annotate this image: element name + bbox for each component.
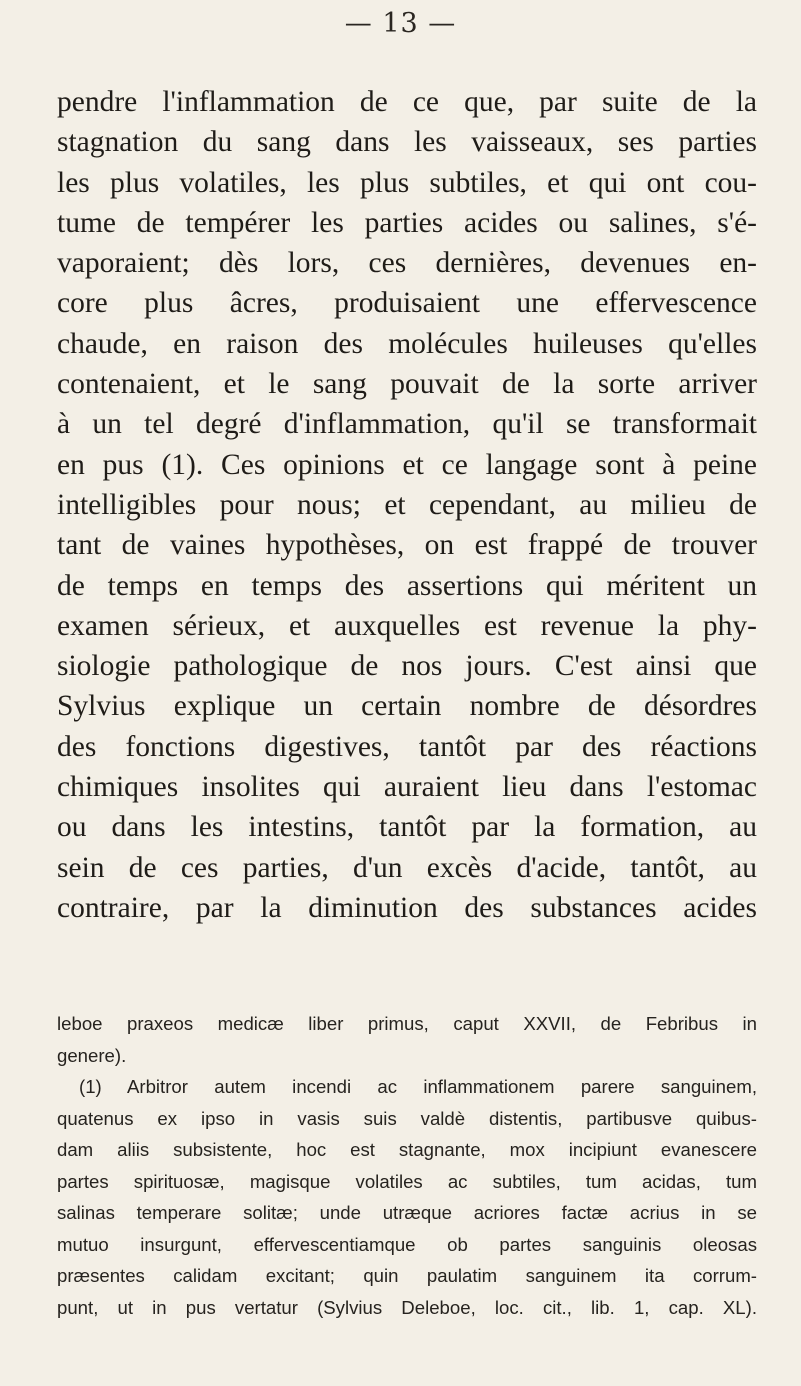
main-text-line: tume de tempérer les parties acides ou salines, s'é-	[57, 206, 757, 239]
main-text-line: à un tel degré d'inflammation, qu'il se transformait	[57, 408, 757, 441]
main-text-line: sein de ces parties, d'un excès d'acide, tantôt, au	[57, 851, 757, 884]
main-text-line: contenaient, et le sang pouvait de la sorte arriver	[57, 368, 757, 401]
main-text-line: ou dans les intestins, tantôt par la formation, au	[57, 811, 757, 844]
main-text-line: Sylvius explique un certain nombre de désordres	[57, 690, 757, 723]
page-number-header: — 13 —	[344, 8, 457, 39]
footnote-line: partes spirituosæ, magisque volatiles ac subtiles, tum acidas, tum	[57, 1170, 757, 1192]
footnote-line: mutuo insurgunt, effervescentiamque ob partes sanguinis oleosas	[57, 1233, 757, 1255]
footnote-line: (1) Arbitror autem incendi ac inflammationem parere sanguinem,	[79, 1076, 757, 1097]
main-text-block	[57, 82, 757, 928]
main-text-line: vaporaient; dès lors, ces dernières, devenues en-	[57, 247, 757, 280]
footnote-line: leboe praxeos medicæ liber primus, caput XXVII, de Febribus in	[57, 1013, 757, 1034]
main-text-line: stagnation du sang dans les vaisseaux, ses parties	[57, 126, 757, 159]
footnote-line: punt, ut in pus vertatur (Sylvius Deleboe, loc. cit., lib. 1, cap. XL).	[57, 1296, 757, 1318]
main-text-line: en pus (1). Ces opinions et ce langage sont à peine	[57, 448, 757, 481]
main-text-line: core plus âcres, produisaient une effervescence	[57, 287, 757, 320]
footnote-line: genere).	[57, 1044, 127, 1066]
main-text-line: pendre l'inflammation de ce que, par suite de la	[57, 86, 757, 118]
main-text-line: intelligibles pour nous; et cependant, au milieu de	[57, 488, 757, 521]
footnote-line: quatenus ex ipso in vasis suis valdè distentis, partibusve quibus-	[57, 1107, 757, 1129]
main-text-line: contraire, par la diminution des substances acides	[57, 891, 757, 924]
main-text-line: des fonctions digestives, tantôt par des réactions	[57, 730, 757, 763]
main-text-line: chaude, en raison des molécules huileuses qu'elles	[57, 327, 757, 360]
footnote-line: dam aliis subsistente, hoc est stagnante, mox incipiunt evanescere	[57, 1139, 757, 1160]
main-text-line: siologie pathologique de nos jours. C'est ainsi que	[57, 650, 757, 683]
main-text-line: examen sérieux, et auxquelles est revenue la phy-	[57, 609, 757, 642]
footnote-line: salinas temperare solitæ; unde utræque acriores factæ acrius in se	[57, 1202, 757, 1223]
main-text-line: les plus volatiles, les plus subtiles, et qui ont cou-	[57, 166, 757, 199]
footnote-line: præsentes calidam excitant; quin paulatim sanguinem ita corrum-	[57, 1265, 757, 1286]
main-text-line: de temps en temps des assertions qui méritent un	[57, 569, 757, 602]
main-text-line: tant de vaines hypothèses, on est frappé de trouver	[57, 529, 757, 562]
main-text-line: chimiques insolites qui auraient lieu dans l'estomac	[57, 771, 757, 804]
footnotes-block	[57, 1008, 757, 1323]
